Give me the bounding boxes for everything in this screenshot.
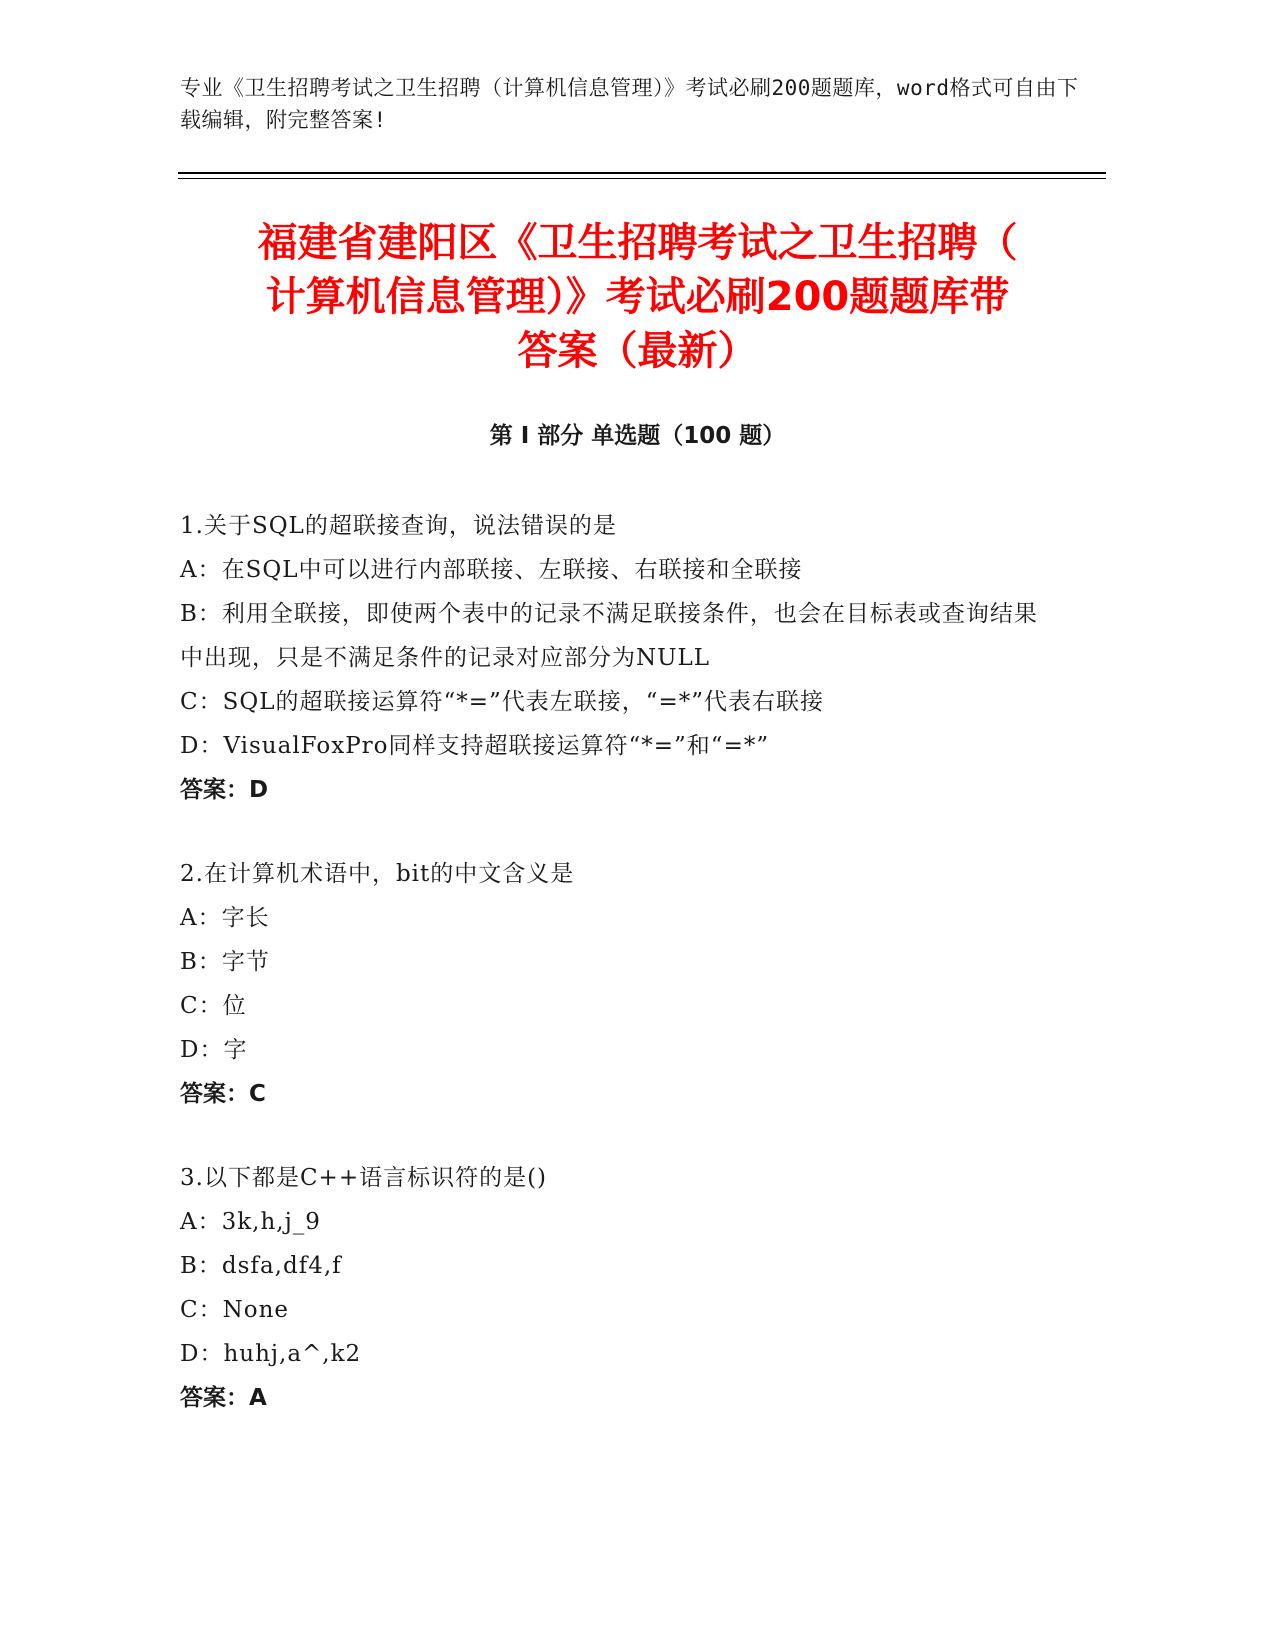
answer: 答案：C <box>180 1081 266 1107</box>
question-1 <box>180 504 1040 812</box>
header-rule-thick <box>178 172 1106 174</box>
title-line-3: 答案（最新） <box>517 328 758 374</box>
header-rule-thin <box>178 178 1106 179</box>
question-stem: 2.在计算机术语中，bit的中文含义是 <box>180 861 575 887</box>
title-line-2: 计算机信息管理）》考试必刷200题题库带 <box>265 274 1010 320</box>
question-3 <box>180 1156 1040 1420</box>
option-c: C：SQL的超联接运算符“*=”代表左联接，“=*”代表右联接 <box>180 689 825 715</box>
header-note: 专业《卫生招聘考试之卫生招聘（计算机信息管理）》考试必刷200题题库，word格式可自由下载编辑，附完整答案! <box>180 76 1079 132</box>
option-a: A：字长 <box>180 905 270 931</box>
option-d: D：字 <box>180 1037 248 1063</box>
answer: 答案：A <box>180 1385 267 1411</box>
option-b: B：dsfa,df4,f <box>180 1253 342 1279</box>
option-c: C：位 <box>180 993 247 1019</box>
question-stem: 1.关于SQL的超联接查询，说法错误的是 <box>180 513 617 539</box>
option-a: A：3k,h,j_9 <box>180 1209 321 1235</box>
option-d: D：VisualFoxPro同样支持超联接运算符“*=”和“=*” <box>180 733 770 759</box>
option-a: A：在SQL中可以进行内部联接、左联接、右联接和全联接 <box>180 557 803 583</box>
option-b: B：利用全联接，即使两个表中的记录不满足联接条件，也会在目标表或查询结果中出现，只是不满足条件的记录对应部分为NULL <box>180 601 1038 671</box>
document-title <box>150 216 1125 378</box>
title-line-1: 福建省建阳区《卫生招聘考试之卫生招聘（ <box>257 220 1018 266</box>
option-b: B：字节 <box>180 949 270 975</box>
option-d: D：huhj,a^,k2 <box>180 1341 362 1367</box>
answer: 答案：D <box>180 777 269 803</box>
question-stem: 3.以下都是C++语言标识符的是() <box>180 1165 548 1191</box>
question-list <box>180 504 1040 1460</box>
question-2 <box>180 852 1040 1116</box>
section-title: 第 I 部分 单选题（100 题） <box>489 423 786 449</box>
option-c: C：None <box>180 1297 289 1323</box>
